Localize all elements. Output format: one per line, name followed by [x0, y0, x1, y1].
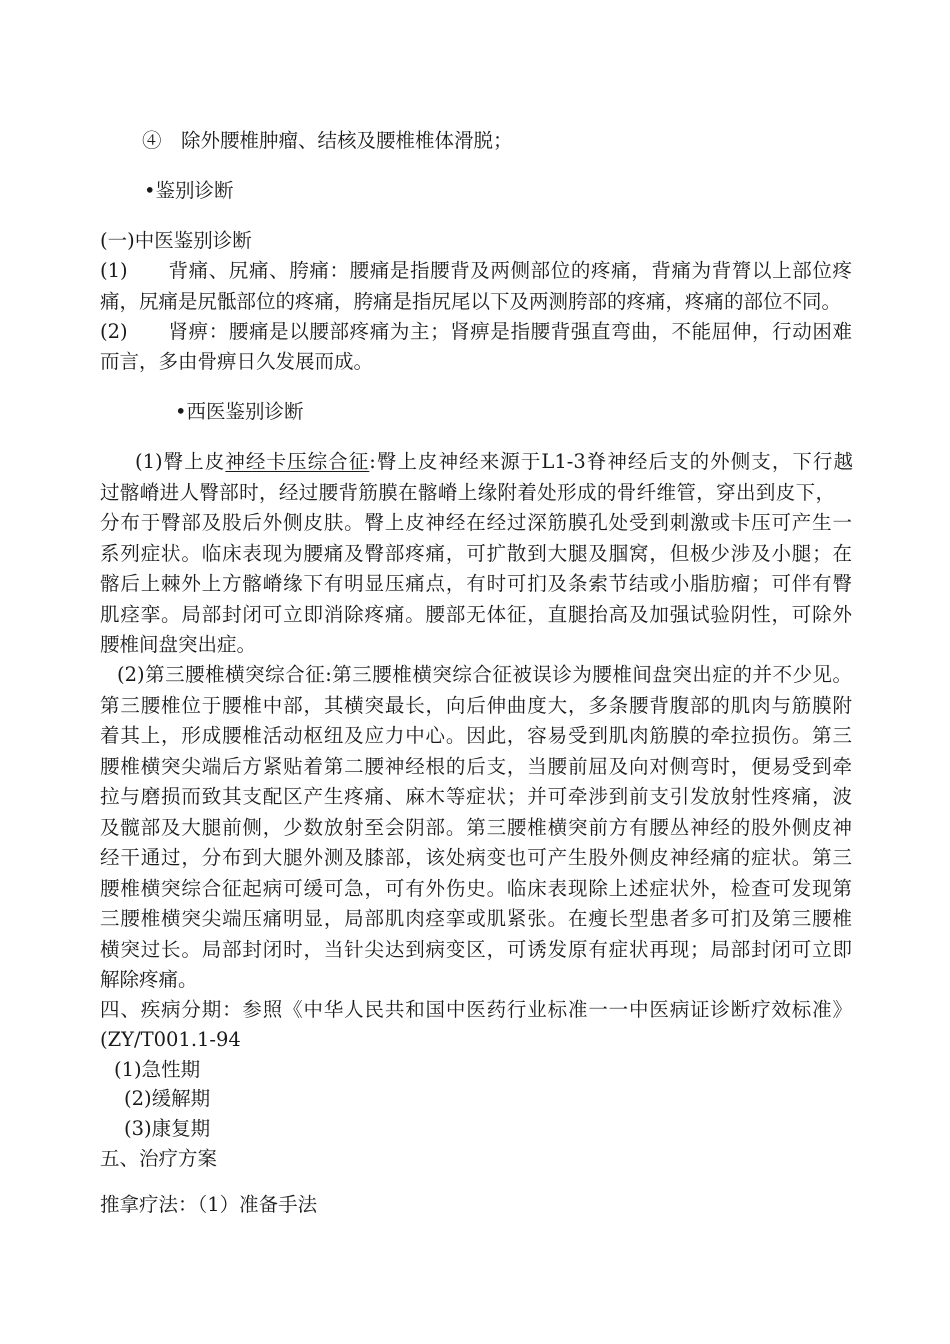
- section-4-staging-line-2: (ZY/T001.1-94: [100, 1028, 241, 1051]
- section-differential-diagnosis: •鉴别诊断: [144, 179, 234, 202]
- section-5-treatment: 五、治疗方案: [100, 1147, 218, 1170]
- western-item-2-line-7: 经干通过，分布到大腿外测及膝部，该处病变也可产生股外侧皮神经痛的症状。第三: [100, 846, 852, 869]
- western-item-2-line-3: 着其上，形成腰椎活动枢纽及应力中心。因此，容易受到肌肉筋膜的牵拉损伤。第三: [100, 724, 852, 747]
- western-item-1-line-7: 腰椎间盘突出症。: [100, 633, 257, 656]
- western-item-2-line-10: 横突过长。局部封闭时，当针尖达到病变区，可诱发原有症状再现；局部封闭可立即: [100, 938, 852, 961]
- western-item-1-underlined-term: 神经卡压综合征: [225, 450, 370, 473]
- tcm-differential-title: (一)中医鉴别诊断: [100, 229, 252, 252]
- western-item-1-prefix: (1)臀上皮: [135, 450, 226, 473]
- western-item-2-line-11: 解除疼痛。: [100, 968, 198, 991]
- massage-therapy-line: 推拿疗法：（1）准备手法: [100, 1193, 318, 1216]
- exclusion-item-4: ④ 除外腰椎肿瘤、结核及腰椎椎体滑脱；: [142, 129, 513, 152]
- western-item-1-line-2: 过髂嵴进人臀部时，经过腰背筋膜在髂嵴上缘附着处形成的骨纤维管，穿出到皮下，: [100, 481, 835, 504]
- western-item-2-line-6: 及髋部及大腿前侧，少数放射至会阴部。第三腰椎横突前方有腰丛神经的股外侧皮神: [100, 816, 852, 839]
- western-item-2-line-2: 第三腰椎位于腰椎中部，其横突最长，向后伸曲度大，多条腰背腹部的肌肉与筋膜附: [100, 694, 852, 717]
- stage-remission: (2)缓解期: [124, 1087, 211, 1110]
- tcm-item-2-line-1: (2) 肾痹：腰痛是以腰部疼痛为主；肾痹是指腰背强直弯曲，不能屈伸，行动困难: [100, 320, 852, 343]
- stage-acute: (1)急性期: [114, 1058, 201, 1081]
- western-item-1-line-6: 肌痉挛。局部封闭可立即消除疼痛。腰部无体征，直腿抬高及加强试验阴性，可除外: [100, 603, 852, 626]
- tcm-item-1-line-2: 痛，尻痛是尻骶部位的疼痛，胯痛是指尻尾以下及两测胯部的疼痛，疼痛的部位不同。: [100, 290, 842, 313]
- western-item-1-line-5: 髂后上棘外上方髂嵴缘下有明显压痛点，有时可扪及条索节结或小脂肪瘤；可伴有臀: [100, 572, 852, 595]
- western-item-2-line-8: 腰椎横突综合征起病可缓可急，可有外伤史。临床表现除上述症状外，检查可发现第: [100, 877, 852, 900]
- section-4-staging-line-1: 四、疾病分期：参照《中华人民共和国中医药行业标准一一中医病证诊断疗效标准》: [100, 998, 852, 1021]
- western-item-1-rest: :臀上皮神经来源于L1-3脊神经后支的外侧支，下行越: [369, 450, 853, 473]
- western-item-2-line-9: 三腰椎横突尖端压痛明显，局部肌肉痉挛或肌紧张。在瘦长型患者多可扪及第三腰椎: [100, 907, 852, 930]
- tcm-item-1-line-1: (1) 背痛、尻痛、胯痛：腰痛是指腰背及两侧部位的疼痛，背痛为背膂以上部位疼: [100, 259, 852, 282]
- western-item-1-line-4: 系列症状。临床表现为腰痛及臀部疼痛，可扩散到大腿及腘窝，但极少涉及小腿；在: [100, 542, 852, 565]
- western-item-2-line-1: (2)第三腰椎横突综合征:第三腰椎横突综合征被误诊为腰椎间盘突出症的并不少见。: [117, 663, 852, 686]
- western-differential-title: •西医鉴别诊断: [175, 400, 304, 423]
- western-item-2-line-4: 腰椎横突尖端后方紧贴着第二腰神经根的后支，当腰前屈及向对侧弯时，便易受到牵: [100, 755, 852, 778]
- western-item-1-line-3: 分布于臀部及股后外侧皮肤。臀上皮神经在经过深筋膜孔处受到刺激或卡压可产生一: [100, 511, 852, 534]
- western-item-1-line-1: [135, 452, 853, 472]
- tcm-item-2-line-2: 而言，多由骨痹日久发展而成。: [100, 350, 374, 373]
- western-item-2-line-5: 拉与磨损而致其支配区产生疼痛、麻木等症状；并可牵涉到前支引发放射性疼痛，波: [100, 785, 852, 808]
- stage-recovery: (3)康复期: [124, 1117, 211, 1140]
